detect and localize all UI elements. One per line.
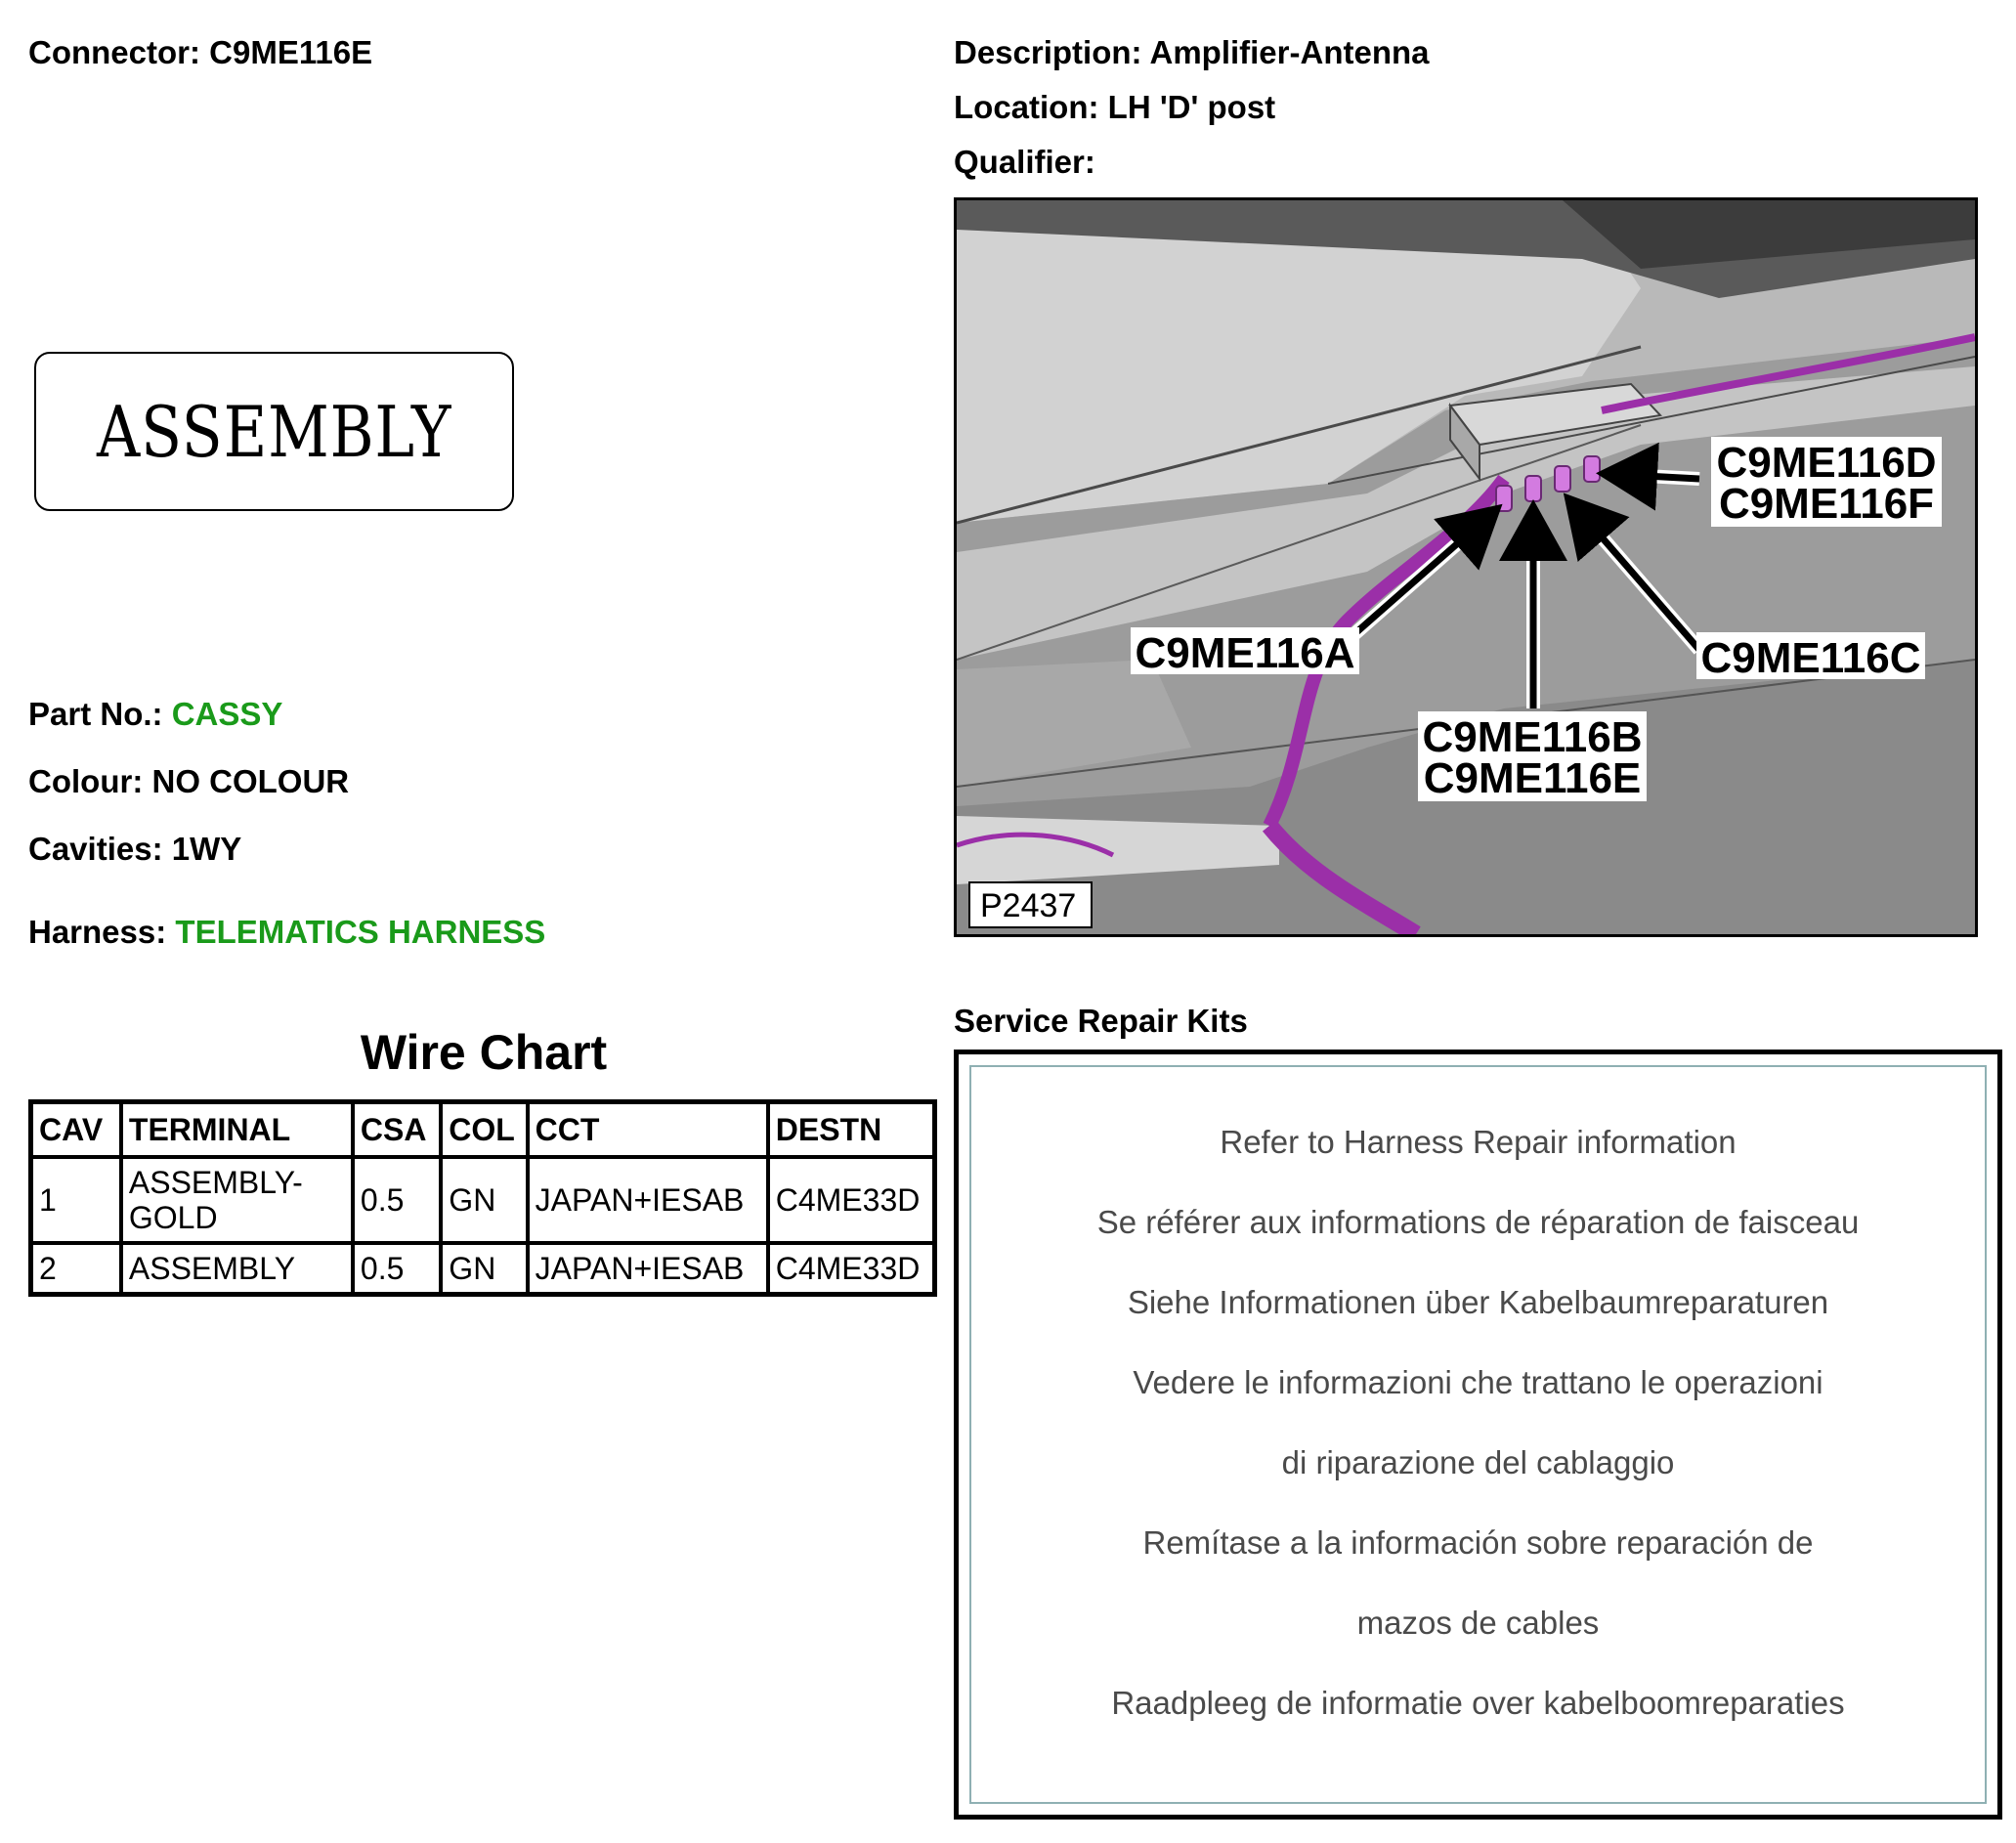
repair-line-fr: Se référer aux informations de réparation de faisceau (1096, 1204, 1860, 1240)
cell-col: GN (441, 1243, 527, 1294)
photo-reference: P2437 (980, 887, 1077, 924)
harness-label: Harness: (28, 914, 167, 950)
connector-value: C9ME116E (209, 34, 373, 70)
assembly-badge-text: ASSEMBLY (96, 390, 452, 473)
description-value: Amplifier-Antenna (1149, 34, 1430, 70)
cell-col: GN (441, 1157, 527, 1243)
callout-d: C9ME116D (1716, 439, 1937, 487)
cell-terminal: ASSEMBLY-GOLD (121, 1157, 353, 1243)
repair-kits-panel (954, 1050, 2002, 1820)
cell-terminal: ASSEMBLY (121, 1243, 353, 1294)
description-field (954, 34, 1430, 71)
location-value: LH 'D' post (1107, 89, 1276, 125)
repair-line-es-1: Remítase a la información sobre reparación de (1142, 1524, 1814, 1561)
repair-line-de: Siehe Informationen über Kabelbaumreparaturen (1127, 1284, 1829, 1320)
colour-field (28, 763, 349, 800)
harness-field (28, 914, 545, 951)
table-row (31, 1157, 935, 1243)
connector-field (28, 34, 372, 71)
colour-value: NO COLOUR (151, 763, 350, 799)
connector-label: Connector: (28, 34, 200, 70)
callout-f: C9ME116F (1718, 480, 1935, 528)
cavities-field (28, 831, 241, 868)
repair-line-en: Refer to Harness Repair information (1220, 1124, 1737, 1160)
repair-line-es-2: mazos de cables (1356, 1605, 1600, 1641)
cell-cct: JAPAN+IESAB (528, 1243, 768, 1294)
cell-csa: 0.5 (353, 1243, 441, 1294)
qualifier-field (954, 144, 1095, 181)
cell-cav: 2 (31, 1243, 121, 1294)
part-no-field (28, 696, 282, 733)
cell-cav: 1 (31, 1157, 121, 1243)
cell-destn: C4ME33D (768, 1157, 935, 1243)
wire-chart-header-row (31, 1102, 935, 1158)
wire-chart-title: Wire Chart (360, 1025, 608, 1080)
repair-line-nl: Raadpleeg de informatie over kabelboomreparaties (1111, 1685, 1845, 1721)
callout-c: C9ME116C (1700, 634, 1921, 682)
cell-destn: C4ME33D (768, 1243, 935, 1294)
header-destn: DESTN (768, 1102, 935, 1158)
header-csa: CSA (353, 1102, 441, 1158)
callout-a: C9ME116A (1135, 629, 1355, 677)
cell-csa: 0.5 (353, 1157, 441, 1243)
location-label: Location: (954, 89, 1099, 125)
cavities-label: Cavities: (28, 831, 163, 867)
cavities-value: 1WY (171, 831, 242, 867)
repair-kits-inner (969, 1065, 1987, 1804)
colour-label: Colour: (28, 763, 144, 799)
vehicle-interior-illustration (957, 200, 1975, 934)
table-row (31, 1243, 935, 1294)
qualifier-label: Qualifier: (954, 144, 1095, 180)
location-field (954, 89, 1275, 126)
assembly-badge (34, 352, 514, 511)
connector-location-image (954, 197, 1978, 937)
header-cav: CAV (31, 1102, 121, 1158)
part-no-label: Part No.: (28, 696, 163, 732)
header-col: COL (441, 1102, 527, 1158)
description-label: Description: (954, 34, 1142, 70)
repair-line-it-1: Vedere le informazioni che trattano le operazioni (1133, 1364, 1823, 1400)
header-terminal: TERMINAL (121, 1102, 353, 1158)
cell-cct: JAPAN+IESAB (528, 1157, 768, 1243)
header-cct: CCT (528, 1102, 768, 1158)
repair-kits-title: Service Repair Kits (954, 1003, 1248, 1039)
callout-b: C9ME116B (1422, 713, 1643, 761)
callout-e: C9ME116E (1423, 754, 1642, 802)
wire-chart-table (28, 1099, 937, 1297)
harness-value[interactable]: TELEMATICS HARNESS (175, 914, 546, 950)
repair-line-it-2: di riparazione del cablaggio (1281, 1444, 1675, 1480)
part-no-value[interactable]: CASSY (171, 696, 283, 732)
